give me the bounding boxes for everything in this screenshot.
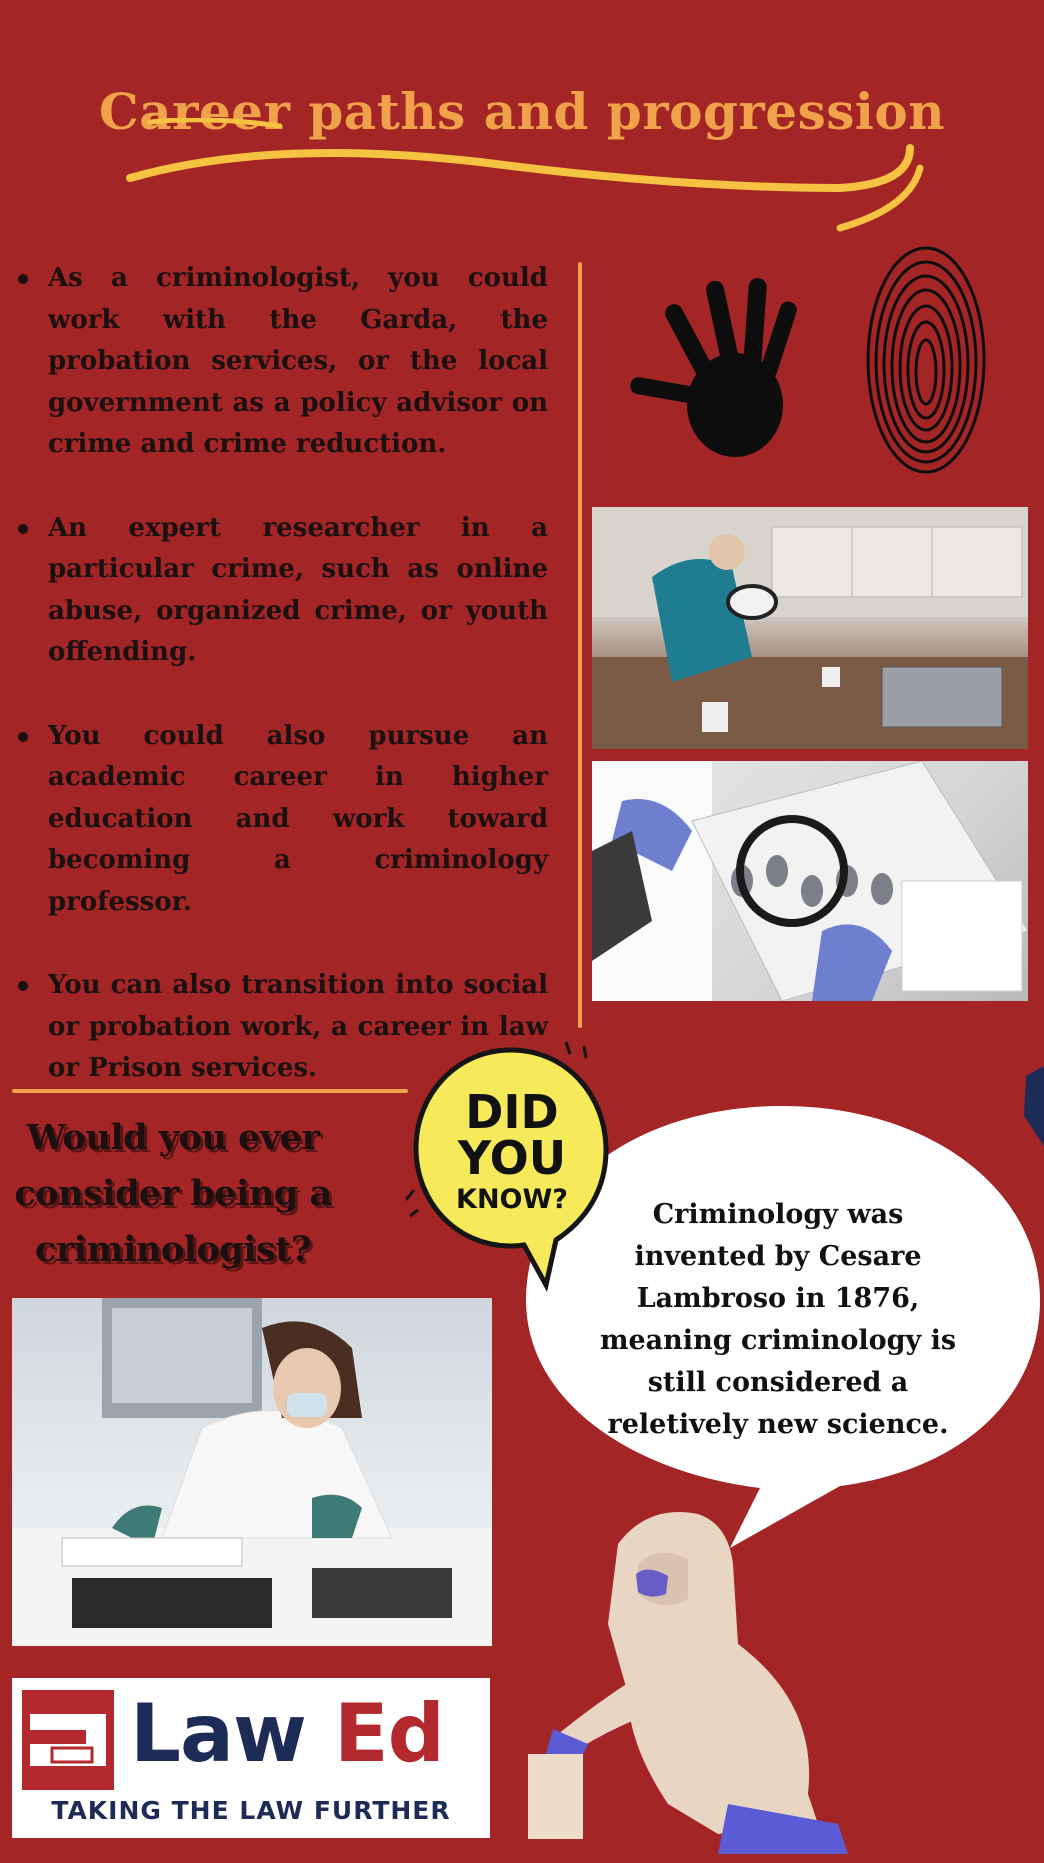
vertical-divider	[578, 262, 582, 1028]
bullet-item	[18, 508, 548, 674]
lab-scientist-illustration	[12, 1298, 492, 1646]
lawed-mark-icon	[22, 1690, 114, 1790]
bullet-dot	[18, 274, 28, 284]
bullet-item	[18, 258, 548, 466]
bullet-dot	[18, 732, 28, 742]
question-heading: Would you ever consider being a criminologist?	[14, 1117, 332, 1270]
bullet-dot	[18, 524, 28, 534]
forensic-investigator-photo	[592, 507, 1028, 749]
bullet-item	[18, 716, 548, 924]
logo-tagline: TAKING THE LAW FURTHER	[51, 1796, 451, 1825]
forensic-person-illustration	[518, 1504, 898, 1863]
career-bullet-list	[18, 258, 548, 1132]
edge-decoration	[1020, 1066, 1044, 1146]
page-title: Career paths and progression	[98, 82, 946, 141]
fingerprint-icon	[862, 240, 990, 480]
fingerprint-analysis-illustration	[592, 761, 1028, 1001]
bullet-text: You can also transition into social or probation work, a career in law or Prison services.	[48, 970, 548, 1083]
bullet-dot	[18, 981, 28, 991]
badge-line-3: KNOW?	[456, 1184, 568, 1215]
handprint-icon	[630, 270, 830, 470]
did-you-know-fact: Criminology was invented by Cesare Lambroso in 1876, meaning criminology is still considered a reletively new science.	[599, 1199, 957, 1440]
badge-line-1: DID	[465, 1085, 559, 1139]
horizontal-divider	[12, 1089, 408, 1093]
bullet-text: An expert researcher in a particular crime, such as online abuse, organized crime, or youth offending.	[48, 512, 548, 667]
did-you-know-badge	[406, 1040, 616, 1300]
badge-line-2: YOU	[457, 1131, 567, 1185]
title-swoosh-decoration	[120, 118, 940, 238]
lab-scientist-photo	[12, 1298, 492, 1646]
bullet-text: You could also pursue an academic career in higher education and work toward becoming a criminology professor.	[48, 720, 548, 917]
logo-law-text: Law	[130, 1687, 306, 1780]
fingerprint-analysis-photo	[592, 761, 1028, 1001]
lawed-logo	[12, 1678, 490, 1838]
forensic-scene-illustration	[592, 507, 1028, 749]
bullet-text: As a criminologist, you could work with the Garda, the probation services, or the local government as a policy advisor on crime and crime reduction.	[48, 263, 548, 459]
logo-ed-text: Ed	[334, 1687, 444, 1780]
